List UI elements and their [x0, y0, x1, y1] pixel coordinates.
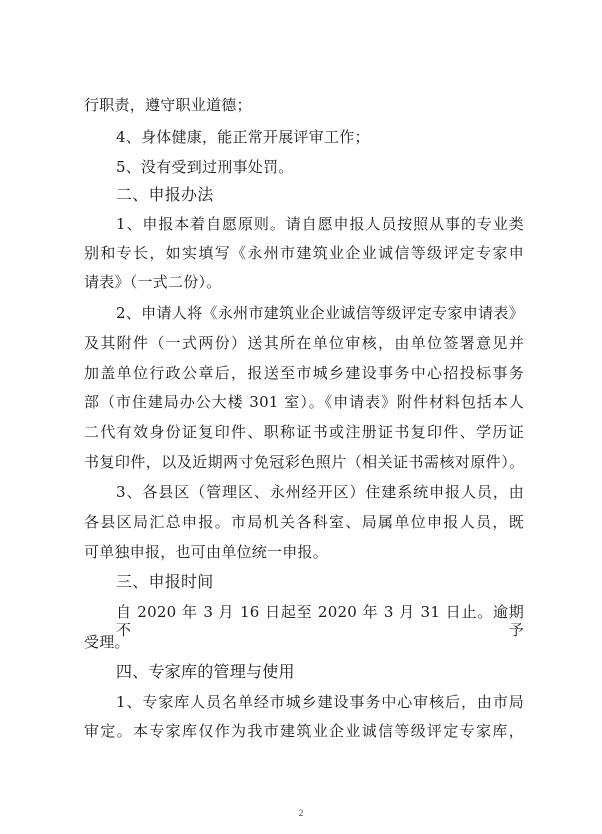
text-line: 2、申请人将《永州市建筑业企业诚信等级评定专家申请表》 — [116, 304, 524, 322]
section-heading: 三、申报时间 — [116, 572, 214, 591]
text-line: 受理。 — [84, 633, 130, 651]
text-line: 各县区局汇总申报。市局机关各科室、局属单位申报人员，既 — [84, 513, 524, 531]
text-line: 自 2020 年 3 月 16 日起至 2020 年 3 月 31 日止。逾期不予 — [116, 603, 524, 639]
text-line: 可单独申报，也可由单位统一申报。 — [84, 543, 329, 561]
text-line: 加盖单位行政公章后，报送至市城乡建设事务中心招投标事务 — [84, 364, 524, 382]
text-line: 审定。本专家库仅作为我市建筑业企业诚信等级评定专家库， — [84, 722, 524, 740]
page-number: 2 — [298, 808, 304, 818]
text-line: 1、申报本着自愿原则。请自愿申报人员按照从事的专业类 — [116, 215, 524, 233]
text-line: 别和专长，如实填写《永州市建筑业企业诚信等级评定专家申 — [84, 244, 524, 262]
text-line: 1、专家库人员名单经市城乡建设事务中心审核后，由市局 — [116, 693, 524, 711]
text-line: 3、各县区（管理区、永州经开区）住建系统申报人员，由 — [116, 483, 524, 501]
section-heading: 二、申报办法 — [116, 185, 214, 204]
text-line: 二代有效身份证复印件、职称证书或注册证书复印件、学历证 — [84, 423, 524, 441]
section-heading: 四、专家库的管理与使用 — [116, 662, 295, 681]
text-line: 5、没有受到过刑事处罚。 — [116, 158, 294, 176]
text-line: 行职责，遵守职业道德； — [84, 96, 252, 114]
text-line: 及其附件（一式两份）送其所在单位审核，由单位签署意见并 — [84, 334, 524, 352]
text-line: 4、身体健康，能正常开展评审工作； — [116, 128, 370, 146]
text-line: 部（市住建局办公大楼 301 室）。《申请表》附件材料包括本人 — [84, 393, 524, 411]
text-line: 请表》（一式二份）。 — [84, 273, 222, 291]
text-line: 书复印件，以及近期两寸免冠彩色照片（相关证书需核对原件）。 — [84, 453, 524, 471]
